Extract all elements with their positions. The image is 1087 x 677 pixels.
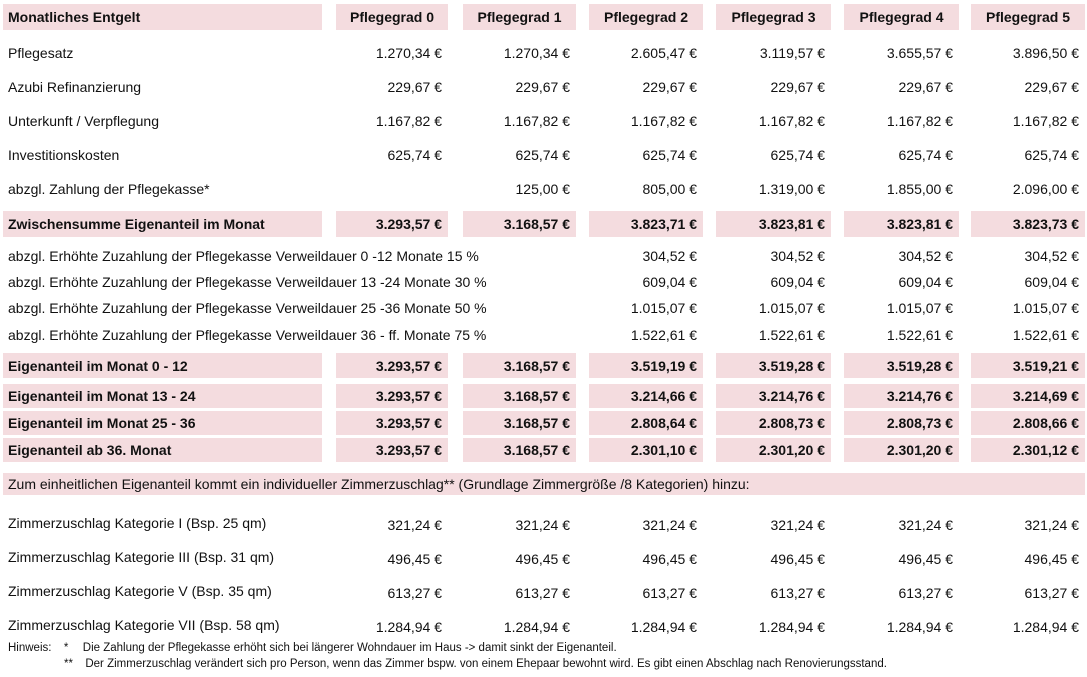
row-value: 1.284,94 € [630,619,697,635]
row-value: 304,52 € [898,247,953,264]
row-value [336,176,448,202]
header-grade-2: Pflegegrad 2 [589,4,703,30]
row-value: 229,67 € [515,79,570,95]
row-value: 229,67 € [642,79,697,95]
row-value: 609,04 € [770,273,825,290]
row-value: 2.301,12 € [971,438,1085,462]
row-value: 609,04 € [898,273,953,290]
row-value: 625,74 € [642,147,697,163]
row-value: 2.605,47 € [630,45,697,61]
row-label: Zwischensumme Eigenanteil im Monat [3,211,322,237]
table-row [0,269,1087,294]
row-value: 496,45 € [770,551,825,567]
total-row [0,411,1087,435]
row-value: 321,24 € [1024,517,1079,533]
total-row [0,438,1087,462]
row-value: 321,24 € [642,517,697,533]
table-row [0,578,1087,604]
header-grade-0: Pflegegrad 0 [336,4,448,30]
row-value: 496,45 € [387,551,442,567]
row-label: abzgl. Erhöhte Zuzahlung der Pflegekasse Verweildauer 36 - ff. Monate 75 % [8,326,487,343]
row-value: 3.168,57 € [463,438,576,462]
row-value: 3.214,76 € [844,384,959,408]
footnote-prefix: Hinweis: [8,642,52,654]
row-value: 3.119,57 € [759,45,825,61]
row-value: 229,67 € [898,79,953,95]
row-value: 3.293,57 € [336,411,448,435]
row-value: 2.301,10 € [589,438,703,462]
row-value: 1.522,61 € [758,326,825,343]
row-value: 1.167,82 € [758,113,825,129]
row-value: 3.214,66 € [589,384,703,408]
row-value: 321,24 € [387,517,442,533]
row-value: 3.293,57 € [336,384,448,408]
table-row [0,243,1087,268]
row-value: 625,74 € [770,147,825,163]
subtotal-row [0,211,1087,237]
row-value: 3.519,19 € [589,353,703,378]
row-value: 2.808,66 € [971,411,1085,435]
row-value: 3.293,57 € [336,211,448,237]
row-label: Zimmerzuschlag Kategorie V (Bsp. 35 qm) [8,583,272,599]
table-row [0,142,1087,168]
row-value: 2.808,73 € [844,411,959,435]
row-label: abzgl. Zahlung der Pflegekasse* [8,181,210,197]
header-grade-5: Pflegegrad 5 [971,4,1085,30]
row-label: abzgl. Erhöhte Zuzahlung der Pflegekasse Verweildauer 25 -36 Monate 50 % [8,299,487,316]
row-value: 496,45 € [642,551,697,567]
footnote-2-mark: ** [64,658,73,670]
row-value: 1.015,07 € [886,299,953,316]
table-row [0,176,1087,202]
table-row [0,40,1087,66]
row-value: 1.522,61 € [886,326,953,343]
row-label: Eigenanteil ab 36. Monat [3,438,322,462]
row-value: 625,74 € [387,147,442,163]
row-value: 2.096,00 € [1012,181,1079,197]
row-label: Eigenanteil im Monat 25 - 36 [3,411,322,435]
total-row [0,353,1087,378]
row-value: 613,27 € [642,585,697,601]
row-value: 1.167,82 € [1012,113,1079,129]
row-value: 3.168,57 € [463,211,576,237]
row-value: 1.015,07 € [1012,299,1079,316]
row-value: 613,27 € [1024,585,1079,601]
row-value: 1.284,94 € [758,619,825,635]
header-grade-3: Pflegegrad 3 [716,4,831,30]
footnote-1 [8,642,617,654]
row-label: Zimmerzuschlag Kategorie VII (Bsp. 58 qm) [8,617,280,633]
row-value: 496,45 € [1024,551,1079,567]
row-value: 613,27 € [387,585,442,601]
row-value: 3.823,73 € [971,211,1085,237]
row-value: 3.823,71 € [589,211,703,237]
row-value: 1.284,94 € [375,619,442,635]
row-value: 1.015,07 € [630,299,697,316]
row-value: 3.519,21 € [971,353,1085,378]
row-value: 3.519,28 € [844,353,959,378]
row-value: 496,45 € [515,551,570,567]
row-label: abzgl. Erhöhte Zuzahlung der Pflegekasse Verweildauer 13 -24 Monate 30 % [8,273,487,290]
row-value: 3.655,57 € [886,45,953,61]
row-value: 3.214,76 € [716,384,831,408]
row-value: 1.270,34 € [503,45,570,61]
row-value: 3.519,28 € [716,353,831,378]
header-grade-4: Pflegegrad 4 [844,4,959,30]
row-value: 613,27 € [770,585,825,601]
row-value: 3.293,57 € [336,353,448,378]
table-row [0,74,1087,100]
row-value: 625,74 € [898,147,953,163]
row-value: 125,00 € [515,181,570,197]
row-value: 1.319,00 € [758,181,825,197]
row-value: 1.522,61 € [1012,326,1079,343]
row-label: Zimmerzuschlag Kategorie III (Bsp. 31 qm) [8,549,275,565]
row-value: 1.284,94 € [1012,619,1079,635]
table-row [0,510,1087,536]
header-grade-1: Pflegegrad 1 [463,4,576,30]
row-value: 2.301,20 € [716,438,831,462]
table-row [0,544,1087,570]
footnote-2 [64,658,887,670]
row-value: 1.284,94 € [503,619,570,635]
row-value: 3.896,50 € [1012,45,1079,61]
row-value: 304,52 € [770,247,825,264]
row-value: 1.270,34 € [375,45,442,61]
row-value: 1.522,61 € [630,326,697,343]
row-value: 321,24 € [770,517,825,533]
header-title: Monatliches Entgelt [3,4,322,30]
row-value: 3.293,57 € [336,438,448,462]
footnote-1-text: Die Zahlung der Pflegekasse erhöht sich bei längerer Wohndauer im Haus -> damit sinkt der Eigenanteil. [82,642,617,654]
row-value: 625,74 € [1024,147,1079,163]
table-row [0,295,1087,320]
row-value: 321,24 € [898,517,953,533]
row-value: 3.168,57 € [463,411,576,435]
row-value: 3.168,57 € [463,353,576,378]
row-value: 2.808,73 € [716,411,831,435]
row-value: 3.214,69 € [971,384,1085,408]
row-value: 1.167,82 € [630,113,697,129]
row-value: 496,45 € [898,551,953,567]
footnote-1-mark: * [63,642,69,654]
row-value: 2.808,64 € [589,411,703,435]
room-surcharge-banner: Zum einheitlichen Eigenanteil kommt ein individueller Zimmerzuschlag** (Grundlage Zimmergröße /8 Kategorien) hinzu: [3,473,1085,495]
footnote-2-text: Der Zimmerzuschlag verändert sich pro Person, wenn das Zimmer bspw. von einem Ehepaar bewohnt wird. Es gibt einen Abschlag nach Renovierungsstand. [85,658,887,670]
row-label: Investitionskosten [8,147,120,163]
row-label: Eigenanteil im Monat 0 - 12 [3,353,322,378]
table-row [0,108,1087,134]
row-value: 3.823,81 € [844,211,959,237]
row-value: 1.167,82 € [503,113,570,129]
row-value: 625,74 € [515,147,570,163]
row-value: 2.301,20 € [844,438,959,462]
row-value: 805,00 € [642,181,697,197]
row-label: Eigenanteil im Monat 13 - 24 [3,384,322,408]
row-label: abzgl. Erhöhte Zuzahlung der Pflegekasse Verweildauer 0 -12 Monate 15 % [8,247,479,264]
table-row [0,322,1087,347]
row-label: Azubi Refinanzierung [8,79,142,95]
row-value: 229,67 € [1024,79,1079,95]
row-value: 613,27 € [898,585,953,601]
row-value: 229,67 € [387,79,442,95]
row-value: 1.167,82 € [375,113,442,129]
row-value: 229,67 € [770,79,825,95]
row-value: 1.855,00 € [886,181,953,197]
table-row [0,612,1087,638]
row-value: 3.823,81 € [716,211,831,237]
row-value: 613,27 € [515,585,570,601]
row-value: 1.284,94 € [886,619,953,635]
row-label: Unterkunft / Verpflegung [8,113,159,129]
row-value: 609,04 € [1024,273,1079,290]
row-label: Zimmerzuschlag Kategorie I (Bsp. 25 qm) [8,515,267,531]
row-value: 3.168,57 € [463,384,576,408]
row-value: 1.167,82 € [886,113,953,129]
row-label: Pflegesatz [8,45,74,61]
row-value: 304,52 € [642,247,697,264]
header-row [0,4,1087,30]
total-row [0,384,1087,408]
row-value: 321,24 € [515,517,570,533]
row-value: 304,52 € [1024,247,1079,264]
row-value: 609,04 € [642,273,697,290]
row-value: 1.015,07 € [758,299,825,316]
